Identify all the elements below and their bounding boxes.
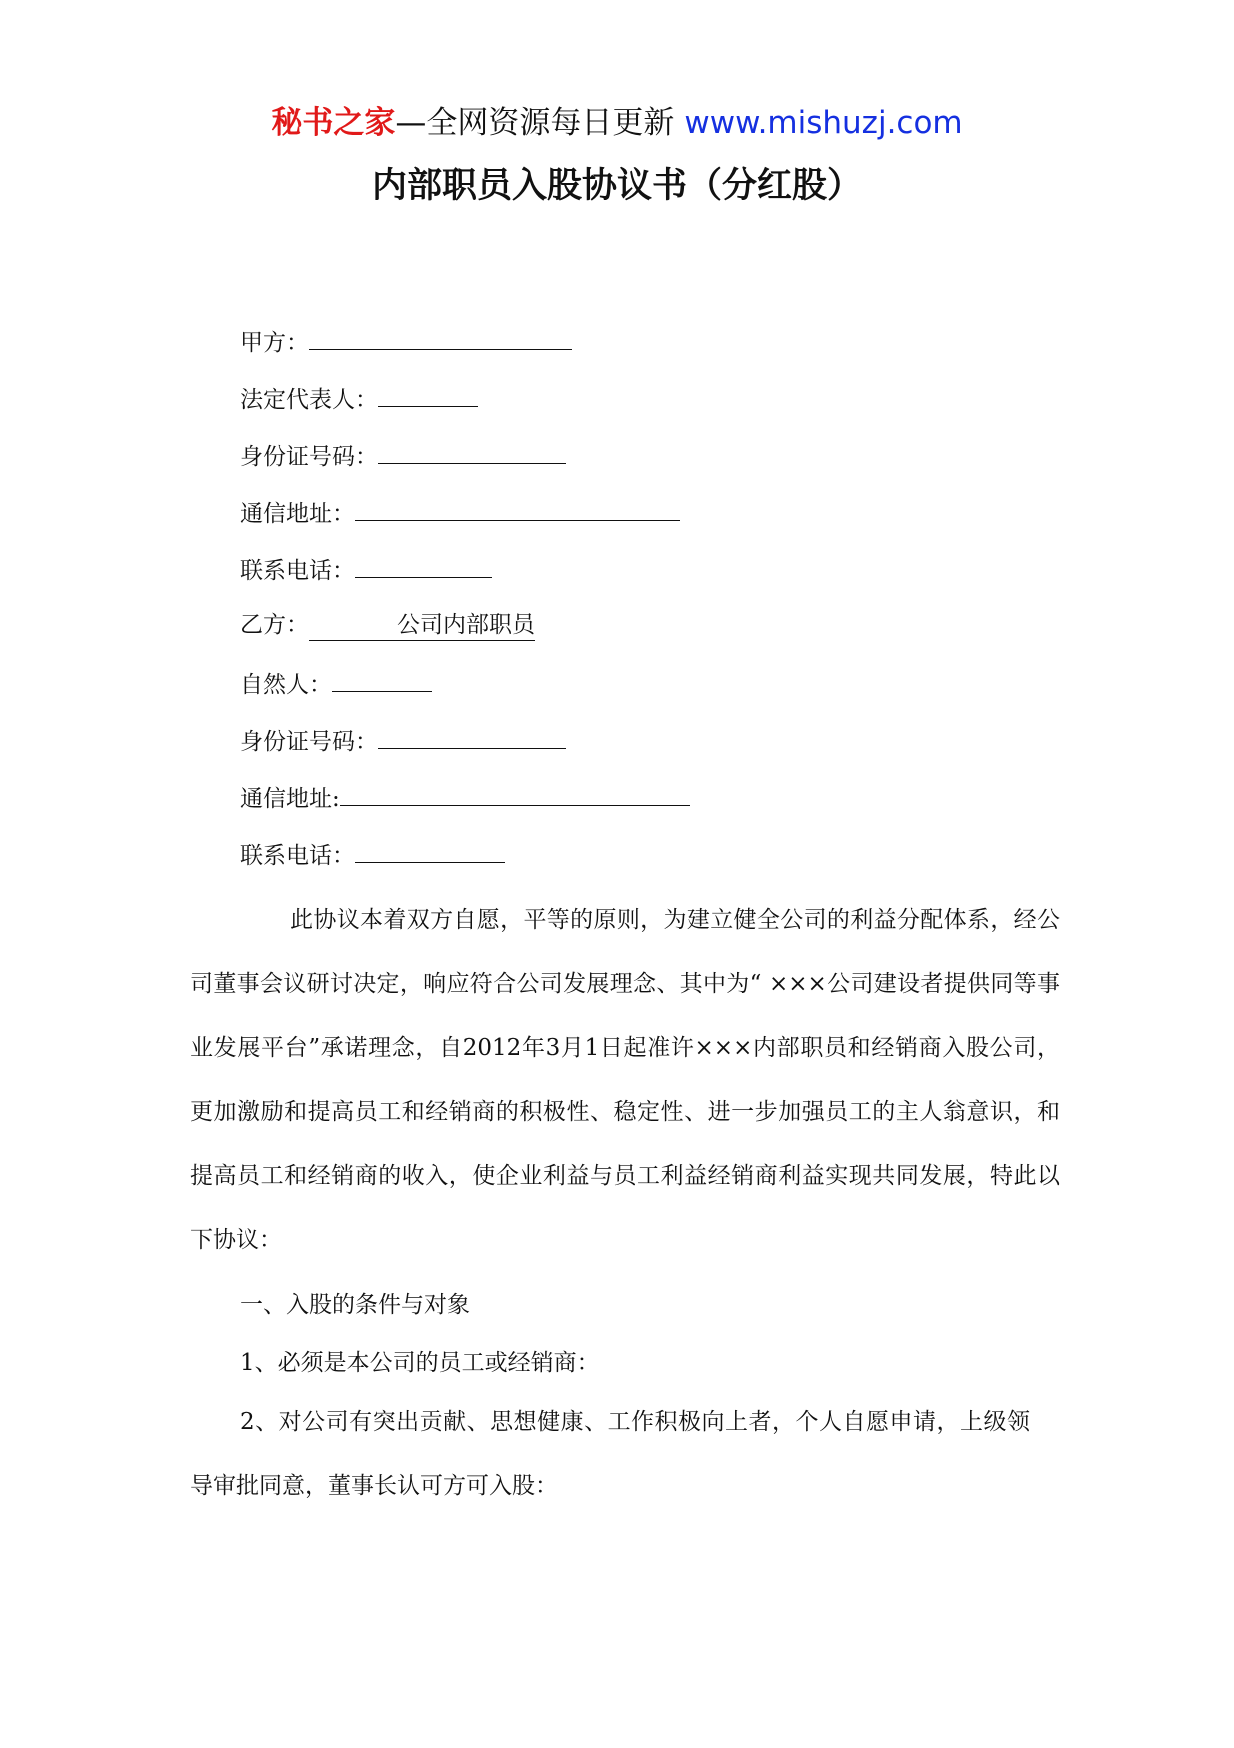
party-b-address-label: 通信地址: bbox=[240, 786, 340, 812]
party-b-person-blank bbox=[332, 665, 432, 692]
party-a-phone-field bbox=[240, 551, 492, 588]
party-a-id-label: 身份证号码： bbox=[240, 444, 378, 470]
intro-paragraph: 此协议本着双方自愿，平等的原则，为建立健全公司的利益分配体系，经公司董事会议研讨决定，响应符合公司发展理念、其中为“ ×××公司建设者提供同等事业发展平台”承诺理念，自2012年3月1日起准许×××内部职员和经销商入股公司，更加激励和提高员工和经销商的积极性、稳定性、进一步加强员工的主人翁意识，和提高员工和经销商的收入，使企业利益与员工利益经销商利益实现共同发展，特此以下协议： bbox=[190, 907, 1060, 1253]
document-title: 内部职员入股协议书（分红股） bbox=[371, 166, 862, 206]
condition-item-2: 2、对公司有突出贡献、思想健康、工作积极向上者，个人自愿申请，上级领导审批同意，董事长认可方可入股： bbox=[190, 1409, 1030, 1499]
party-a-rep-blank bbox=[378, 380, 478, 407]
brand-name: 秘书之家 bbox=[271, 105, 396, 141]
party-a-address-label: 通信地址： bbox=[240, 501, 355, 527]
party-b-person-label: 自然人： bbox=[240, 672, 332, 698]
party-a-phone-blank bbox=[355, 551, 492, 578]
party-b-label: 乙方： bbox=[240, 612, 309, 638]
party-b-person-field bbox=[240, 665, 432, 702]
site-url: www.mishuzj.com bbox=[684, 105, 963, 141]
party-a-id-blank bbox=[378, 437, 566, 464]
section-1-heading: 一、入股的条件与对象 bbox=[240, 1292, 470, 1318]
party-b-phone-label: 联系电话： bbox=[240, 843, 355, 869]
party-a-phone-label: 联系电话： bbox=[240, 558, 355, 584]
party-a-field bbox=[240, 323, 572, 360]
party-b-id-label: 身份证号码： bbox=[240, 729, 378, 755]
party-b-id-field bbox=[240, 722, 566, 759]
party-b-address-blank bbox=[340, 779, 690, 806]
party-b-field bbox=[240, 608, 535, 642]
party-b-id-blank bbox=[378, 722, 566, 749]
party-a-blank bbox=[309, 323, 572, 350]
condition-item-1: 1、必须是本公司的员工或经销商： bbox=[240, 1350, 600, 1376]
header-tagline: —全网资源每日更新 bbox=[395, 105, 675, 141]
party-a-id-field bbox=[240, 437, 566, 474]
party-b-value: 公司内部职员 bbox=[309, 610, 535, 641]
party-a-label: 甲方： bbox=[240, 330, 309, 356]
party-b-phone-blank bbox=[355, 836, 505, 863]
site-header bbox=[0, 100, 1234, 146]
party-a-address-field bbox=[240, 494, 680, 531]
party-a-rep-field bbox=[240, 380, 478, 417]
party-b-address-field bbox=[240, 779, 690, 816]
party-a-rep-label: 法定代表人： bbox=[240, 387, 378, 413]
party-a-address-blank bbox=[355, 494, 680, 521]
party-b-phone-field bbox=[240, 836, 505, 873]
